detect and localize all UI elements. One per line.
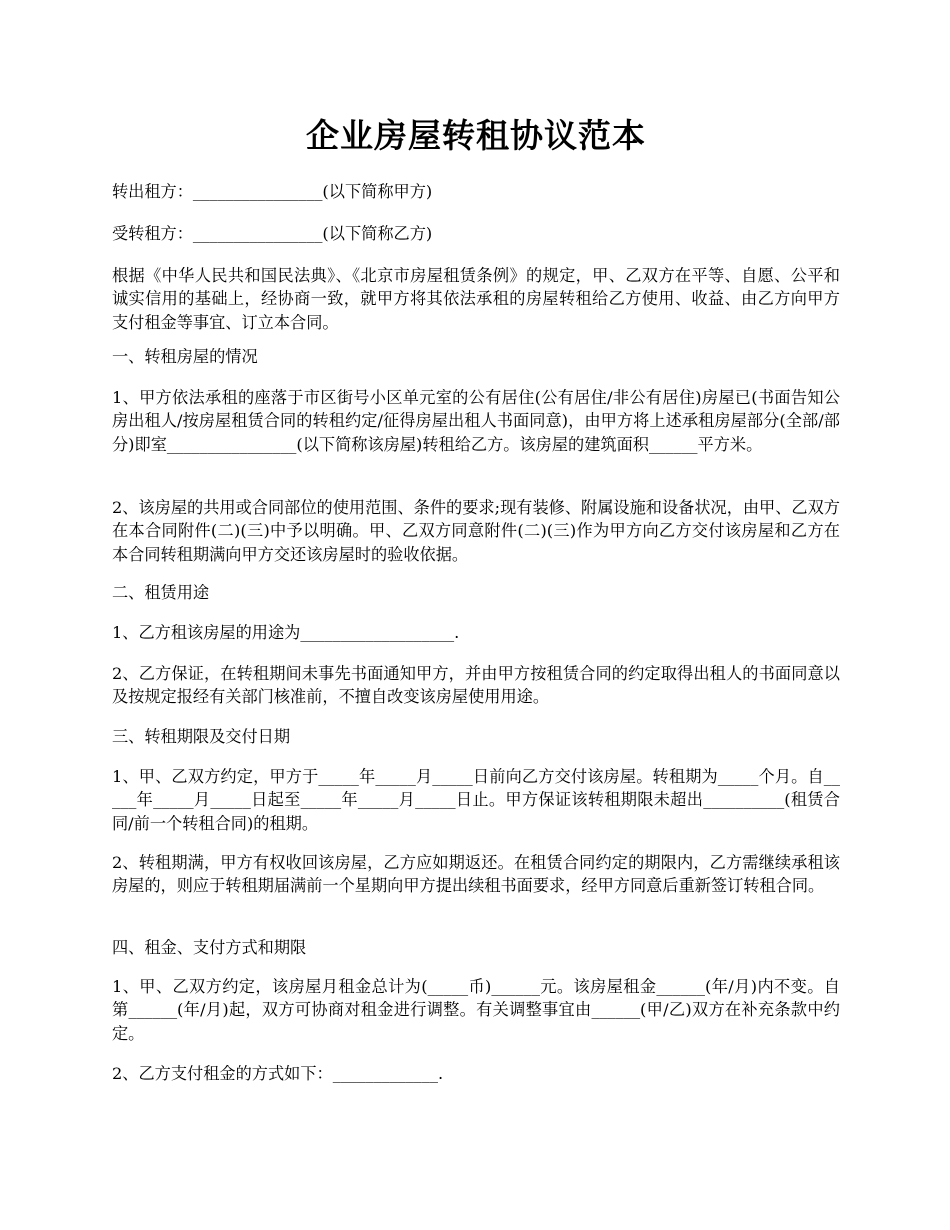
- clause-2-1: 1、乙方租该房屋的用途为___________________.: [112, 623, 460, 642]
- section-heading-2: 二、租赁用途: [112, 583, 210, 602]
- section-heading-1: 一、转租房屋的情况: [112, 347, 258, 366]
- clause-1-1: 1、甲方依法承租的座落于市区街号小区单元室的公有居住(公有居住/非公有居住)房屋已(书面告知公房出租人/按房屋租赁合同的转租约定/征得房屋出租人书面同意)，由甲方将上述承租房屋部分(全部/部分)即室________________(以下简称该房屋)转租给乙方。该房屋的建筑面积______平方米。: [112, 388, 840, 454]
- clause-2-2: 2、乙方保证，在转租期间未事先书面通知甲方，并由甲方按租赁合同的约定取得出租人的书面同意以及按规定报经有关部门核准前，不擅自改变该房屋使用用途。: [112, 664, 840, 707]
- lessor-line: 转出租方：________________(以下简称甲方): [112, 182, 433, 201]
- clause-3-1: 1、甲、乙双方约定，甲方于_____年_____月_____日前向乙方交付该房屋。转租期为_____个月。自_____年_____月_____日起至_____年_____月_____日止。甲方保证该转租期限未超出__________(租赁合同/前一个转租合同)的租期。: [112, 767, 840, 833]
- clause-1-2: 2、该房屋的共用或合同部位的使用范围、条件的要求;现有装修、附属设施和设备状况，由甲、乙双方在本合同附件(二)(三)中予以明确。甲、乙双方同意附件(二)(三)作为甲方向乙方交付该房屋和乙方在本合同转租期满向甲方交还该房屋时的验收依据。: [112, 498, 840, 564]
- document-title: 企业房屋转租协议范本: [306, 116, 646, 155]
- preamble-paragraph: 根据《中华人民共和国民法典》、《北京市房屋租赁条例》的规定，甲、乙双方在平等、自愿、公平和诚实信用的基础上，经协商一致，就甲方将其依法承租的房屋转租给乙方使用、收益、由乙方向甲方支付租金等事宜、订立本合同。: [112, 266, 840, 332]
- lessee-line: 受转租方：________________(以下简称乙方): [112, 224, 433, 243]
- clause-4-2: 2、乙方支付租金的方式如下：_____________.: [112, 1064, 444, 1083]
- section-heading-3: 三、转租期限及交付日期: [112, 727, 291, 746]
- clause-3-2: 2、转租期满，甲方有权收回该房屋，乙方应如期返还。在租赁合同约定的期限内，乙方需继续承租该房屋的，则应于转租期届满前一个星期向甲方提出续租书面要求，经甲方同意后重新签订转租合同。: [112, 853, 840, 896]
- clause-4-1: 1、甲、乙双方约定，该房屋月租金总计为(_____币)______元。该房屋租金______(年/月)内不变。自第______(年/月)起，双方可协商对租金进行调整。有关调整事宜由______(甲/乙)双方在补充条款中约定。: [112, 977, 840, 1043]
- section-heading-4: 四、租金、支付方式和期限: [112, 938, 307, 957]
